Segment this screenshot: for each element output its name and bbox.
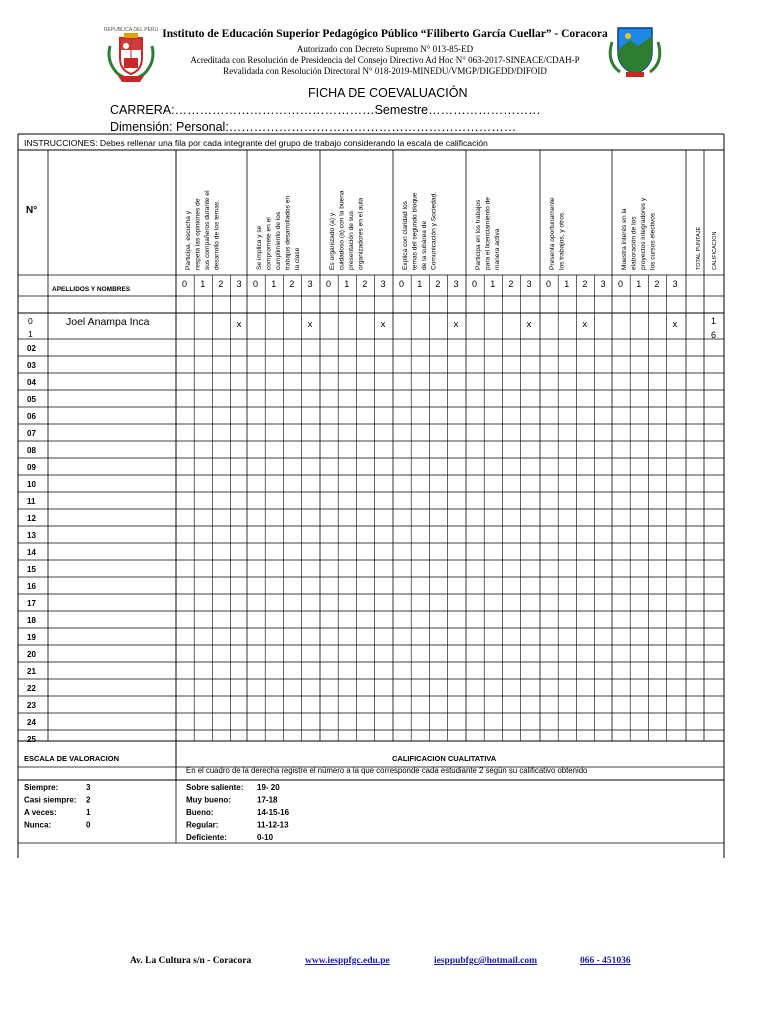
scale-label: Casi siempre:: [24, 795, 77, 805]
row-number: 10: [27, 480, 36, 489]
scale-number-1: 1: [564, 279, 570, 289]
row-number: 21: [27, 667, 36, 676]
criterion-header-line: cuidadoso (a) con la buena: [338, 190, 346, 270]
qualitative-range: 11-12-13: [257, 820, 289, 830]
row-number: 13: [27, 531, 36, 540]
footer-phone: 066 - 451036: [580, 956, 631, 966]
footer-website-link[interactable]: www.iesppfgc.edu.pe: [305, 956, 390, 966]
scale-number-1: 1: [271, 279, 277, 289]
criterion-header-line: trabajos desarrollados en: [284, 195, 292, 270]
scale-value: 0: [86, 820, 91, 830]
row-number: 09: [27, 463, 36, 472]
scale-number-2: 2: [654, 279, 660, 289]
scale-number-0: 0: [182, 279, 188, 289]
scale-number-3: 3: [307, 279, 313, 289]
seal-caption: REPUBLICA DEL PERU: [104, 27, 158, 33]
carrera-field: CARRERA:…………………………………………Semestre………………………: [110, 103, 541, 117]
qualitative-label: Bueno:: [186, 808, 214, 817]
row-number: 12: [27, 514, 36, 523]
scale-number-3: 3: [236, 279, 242, 289]
criterion-mark: x: [380, 319, 386, 330]
criterion-header-line: cumplimiento de los: [275, 211, 282, 270]
scale-number-0: 0: [472, 279, 478, 289]
criterion-header-line: la clase: [294, 247, 301, 270]
qualitative-label: Deficiente:: [186, 833, 227, 842]
scale-number-3: 3: [453, 279, 459, 289]
instructions-text: INSTRUCCIONES: Debes rellenar una fila por cada integrante del grupo de trabajo considerando la escala de calificación: [24, 138, 488, 148]
scale-number-0: 0: [546, 279, 552, 289]
qualitative-instruction: En el cuadro de la derecha registre el número a la que corresponde cada estudiante 2 según su calificativo obtenido: [186, 766, 588, 775]
header-line-1: Autorizado con Decreto Supremo N° 013-85-ED: [296, 44, 474, 54]
criterion-header-line: sus compañeros durante el: [204, 190, 211, 270]
number-column-header: N°: [26, 205, 38, 216]
criterion-header-line: Es organizado (a) y: [329, 212, 336, 270]
qualitative-range: 17-18: [257, 795, 278, 805]
scale-number-1: 1: [417, 279, 423, 289]
qualitative-range: 0-10: [257, 833, 274, 842]
qualitative-label: Sobre saliente:: [186, 783, 244, 792]
scale-number-2: 2: [435, 279, 441, 289]
criterion-header-line: Participa en los trabajos: [475, 199, 482, 270]
criterion-header-line: organizadores en el aula: [357, 197, 365, 270]
row-number: 05: [27, 395, 36, 404]
student-name: Joel Anampa Inca: [66, 316, 150, 328]
row-number: 18: [27, 616, 36, 625]
criterion-header-line: Explica con claridad los: [402, 201, 409, 270]
row-number: 25: [27, 735, 36, 744]
scale-number-3: 3: [672, 279, 678, 289]
criterion-header-line: Muestra interés en la: [621, 208, 628, 270]
scale-number-1: 1: [344, 279, 350, 289]
row-number: 11: [27, 497, 36, 506]
row-number: 06: [27, 412, 36, 421]
row-number: 20: [27, 650, 36, 659]
row-number-second-digit: 1: [28, 329, 33, 339]
grade-value-second-digit: 6: [711, 330, 717, 340]
row-number: 03: [27, 361, 36, 370]
scale-number-3: 3: [600, 279, 606, 289]
criterion-header-line: TOTAL PUNTAJE: [696, 226, 702, 270]
row-number: 16: [27, 582, 36, 591]
scale-number-0: 0: [399, 279, 405, 289]
scale-number-1: 1: [200, 279, 206, 289]
qualitative-label: Muy bueno:: [186, 795, 231, 805]
institution-name: Instituto de Educación Superior Pedagógico Público “Filiberto García Cuellar” - Coracora: [162, 28, 608, 40]
scale-number-2: 2: [508, 279, 514, 289]
criterion-header-line: los cursos electivos: [649, 212, 657, 270]
criterion-header-line: para el licenciamiento de: [484, 197, 492, 270]
row-number: 17: [27, 599, 36, 608]
grade-value: 1: [711, 316, 717, 326]
qualitative-range: 14-15-16: [257, 808, 290, 817]
criterion-header-line: elaboración de los: [630, 216, 638, 270]
scale-value: 2: [86, 795, 91, 805]
criterion-mark: x: [307, 319, 313, 330]
criterion-header-line: Comunicación y Sociedad.: [430, 191, 438, 270]
criterion-header-line: Se implica y se: [256, 225, 263, 270]
criterion-header-line: presentación de sus: [348, 210, 355, 270]
criterion-header-line: compromete en el: [265, 217, 273, 270]
criterion-mark: x: [672, 319, 678, 330]
footer-address: Av. La Cultura s/n - Coracora: [130, 956, 252, 966]
scale-number-3: 3: [526, 279, 532, 289]
qualitative-range: 19- 20: [257, 783, 280, 792]
criterion-header-line: Participa, escucha y: [185, 210, 192, 270]
row-number: 23: [27, 701, 36, 710]
criterion-header-line: de la subárea de: [421, 220, 428, 270]
scale-section-label: ESCALA DE VALORACION: [24, 754, 120, 763]
qualitative-section-label: CALIFICACION CUALITATIVA: [392, 754, 497, 763]
criterion-header-line: respeta las opiniones de: [194, 198, 202, 270]
scale-value: 1: [86, 808, 91, 817]
row-number: 04: [27, 378, 36, 387]
dimension-field: Dimensión: Personal:……………………………………………………………: [110, 120, 517, 134]
criterion-mark: x: [453, 319, 459, 330]
row-number: 02: [27, 344, 36, 353]
names-column-header: APELLIDOS Y NOMBRES: [52, 286, 131, 293]
criterion-header-line: Presenta oportunamente: [549, 197, 556, 270]
row-number: 14: [27, 548, 36, 557]
form-title: FICHA DE COEVALUACIÓN: [308, 86, 468, 100]
scale-value: 3: [86, 783, 91, 792]
qualitative-label: Regular:: [186, 820, 219, 830]
scale-number-0: 0: [253, 279, 259, 289]
criterion-header-line: desarrollo de los temas.: [213, 199, 221, 270]
scale-number-2: 2: [218, 279, 224, 289]
row-number: 24: [27, 718, 36, 727]
scale-number-0: 0: [618, 279, 624, 289]
criterion-header-line: proyectos integradores y: [640, 197, 647, 270]
footer-email-link[interactable]: iesppubfgc@hotmail.com: [434, 956, 538, 966]
criterion-header-line: temas del segundo bloque: [411, 192, 419, 270]
row-number: 07: [27, 429, 36, 438]
scale-number-0: 0: [326, 279, 332, 289]
scale-label: A veces:: [24, 808, 57, 817]
criterion-mark: x: [526, 319, 532, 330]
header-line-2: Acreditada con Resolución de Presidencia del Consejo Directivo Ad Hoc N° 063-2017-SINEACE/CDAH-P: [190, 55, 580, 65]
scale-number-2: 2: [362, 279, 368, 289]
header-line-3: Revalidada con Resolución Directoral N° 018-2019-MINEDU/VMGP/DIGEDD/DIFOID: [223, 66, 547, 76]
row-number: 08: [27, 446, 36, 455]
scale-label: Siempre:: [24, 783, 59, 792]
row-number: 22: [27, 684, 36, 693]
scale-number-2: 2: [289, 279, 295, 289]
scale-number-1: 1: [636, 279, 642, 289]
row-number: 19: [27, 633, 36, 642]
scale-number-3: 3: [380, 279, 386, 289]
row-number: 0: [28, 316, 33, 326]
grade-column-header: CALIFICACION: [712, 231, 718, 270]
scale-number-1: 1: [490, 279, 496, 289]
scale-label: Nunca:: [24, 820, 52, 830]
criterion-mark: x: [582, 319, 588, 330]
criterion-mark: x: [236, 319, 242, 330]
criterion-header-line: manera activa: [494, 228, 501, 270]
criterion-header-line: los trabajos, y otros.: [558, 210, 566, 270]
row-number: 15: [27, 565, 36, 574]
scale-number-2: 2: [582, 279, 588, 289]
